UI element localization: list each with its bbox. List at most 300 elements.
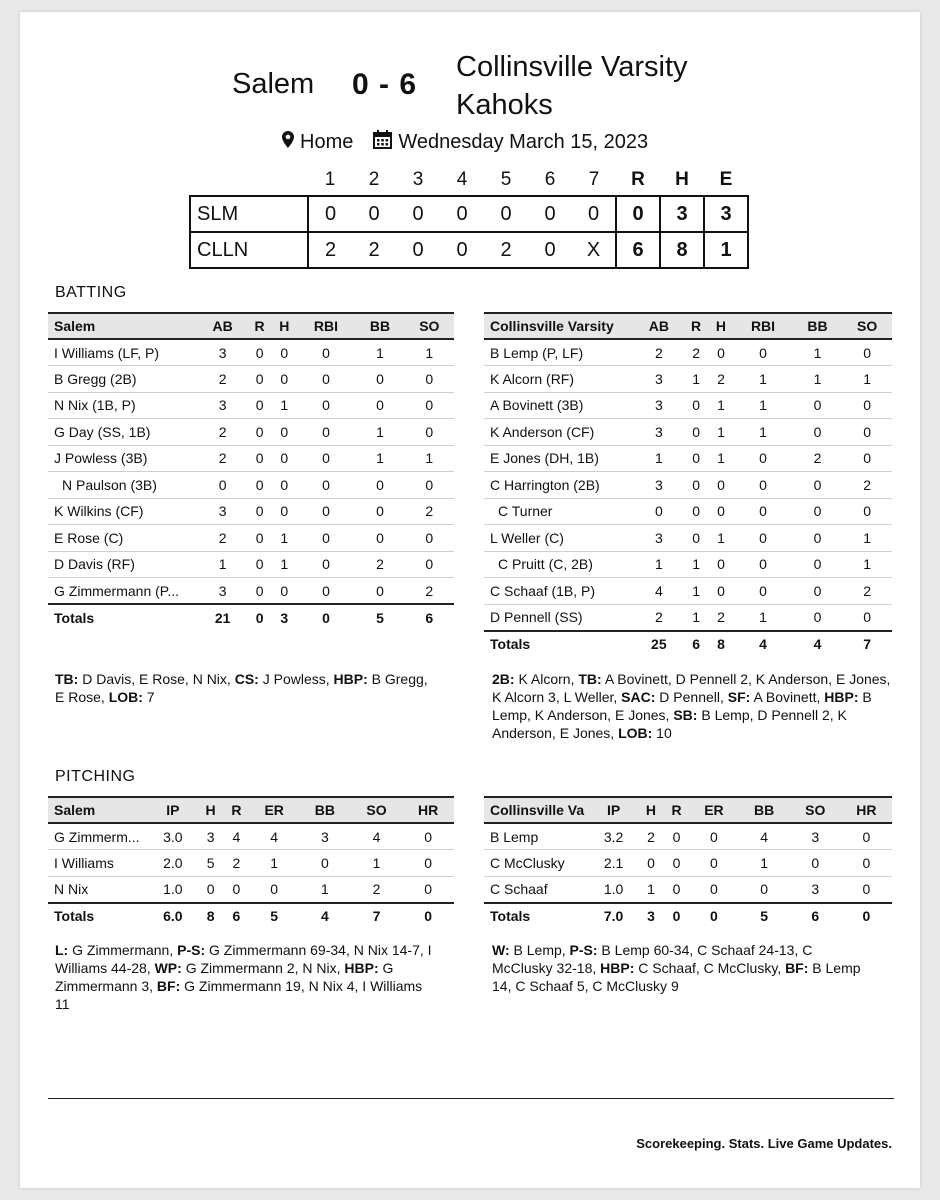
stat-cell: 1	[684, 366, 709, 393]
stat-cell: 0	[355, 525, 404, 552]
note-label: HBP:	[333, 671, 368, 687]
stat-cell: 1	[709, 419, 734, 446]
table-row	[484, 498, 892, 525]
stat-cell: 0	[684, 419, 709, 446]
stat-cell: 0	[297, 339, 356, 366]
stat-cell: 0	[634, 498, 684, 525]
total-cell: 7.0	[603, 908, 624, 925]
stat-cell: 2	[355, 551, 404, 578]
linescore-table: 1 2 3 4 5 6 7 R H E SLM 0 0 0 0 0 0 0 0 3 3 CLLN 2 2 0 0 2 0 X 6 8 1	[189, 164, 749, 269]
stat-cell: 3.0	[148, 823, 198, 850]
player-name: K Anderson (CF)	[484, 419, 634, 446]
stat-cell: 3	[198, 392, 247, 419]
table-row	[484, 339, 892, 366]
player-name: N Paulson (3B)	[48, 472, 198, 499]
stat-cell: 4	[351, 823, 403, 850]
stat-cell: 0	[247, 392, 272, 419]
stat-cell: 0	[793, 604, 843, 631]
map-pin-icon	[282, 131, 294, 154]
stat-cell: 1	[793, 366, 843, 393]
table-row	[484, 604, 892, 631]
note-text: K Alcorn,	[514, 671, 579, 687]
note-text: A Bovinett,	[750, 689, 825, 705]
player-name: C Schaaf (1B, P)	[484, 578, 634, 605]
player-name: A Bovinett (3B)	[484, 392, 634, 419]
stat-cell: 0	[405, 366, 454, 393]
column-header: SO	[366, 802, 387, 818]
note-text: 10	[652, 725, 672, 741]
stat-cell: 1	[709, 525, 734, 552]
stat-cell: 1	[198, 551, 247, 578]
linescore-row-home: CLLN 2 2 0 0 2 0 X 6 8 1	[190, 232, 748, 268]
total-cell: 6	[425, 609, 434, 626]
column-header: SO	[805, 802, 826, 818]
note-text: C Schaaf, C McClusky,	[634, 960, 786, 976]
stat-cell: 0	[684, 498, 709, 525]
player-name: C Pruitt (C, 2B)	[484, 551, 634, 578]
stat-cell: 0	[793, 392, 843, 419]
stat-cell: 1	[684, 551, 709, 578]
stat-cell: 0	[842, 604, 892, 631]
stat-cell: 1.0	[148, 876, 198, 903]
stat-cell: 1	[272, 392, 297, 419]
totals-row	[48, 604, 454, 631]
stat-cell: 2	[198, 366, 247, 393]
total-cell: 0	[255, 609, 264, 626]
table-row	[48, 525, 454, 552]
player-name: J Powless (3B)	[48, 445, 198, 472]
player-name: D Davis (RF)	[48, 551, 198, 578]
stat-cell: 2	[709, 604, 734, 631]
stat-cell: 2	[405, 578, 454, 605]
stat-cell: 1	[355, 339, 404, 366]
note-label: SB:	[673, 707, 698, 723]
stat-cell: 0	[841, 823, 892, 850]
note-label: W:	[492, 942, 510, 958]
totals-label: Totals	[54, 908, 95, 925]
table-row	[48, 551, 454, 578]
table-team-header: Salem	[54, 802, 96, 818]
stat-cell: 1	[842, 551, 892, 578]
stat-cell: 4	[224, 823, 250, 850]
stat-cell: 0	[272, 445, 297, 472]
stat-cell: 3	[198, 498, 247, 525]
column-header: H	[205, 802, 216, 818]
stat-cell: 0	[272, 419, 297, 446]
table-row	[48, 339, 454, 366]
total-cell: 7	[863, 636, 872, 653]
stat-cell: 0	[638, 850, 664, 877]
stat-cell: 1	[739, 850, 790, 877]
stat-cell: 2	[634, 604, 684, 631]
stat-cell: 1	[733, 604, 792, 631]
pitching-notes-away	[55, 941, 440, 1013]
stat-cell: 2	[198, 445, 247, 472]
stat-cell: 0	[272, 472, 297, 499]
stat-cell: 1	[793, 339, 843, 366]
stat-cell: 0	[247, 445, 272, 472]
player-name: C Schaaf	[484, 876, 589, 903]
note-text: G Zimmermann 19, N Nix 4, I Williams 11	[55, 978, 423, 1012]
totals-label: Totals	[490, 636, 531, 653]
table-row	[48, 472, 454, 499]
stat-cell: 3	[634, 392, 684, 419]
stat-cell: 1	[405, 445, 454, 472]
column-header: BB	[753, 802, 775, 818]
stat-cell: 0	[793, 498, 843, 525]
table-row	[48, 366, 454, 393]
stat-cell: 2	[709, 366, 734, 393]
stat-cell: 1	[709, 445, 734, 472]
stat-cell: 0	[709, 551, 734, 578]
column-header: H	[645, 802, 657, 818]
stat-cell: 0	[297, 445, 356, 472]
stat-cell: 0	[402, 876, 454, 903]
total-cell: 5	[270, 908, 279, 925]
column-header: R	[671, 802, 682, 818]
stat-cell: 0	[684, 445, 709, 472]
stat-cell: 0	[793, 578, 843, 605]
table-row	[484, 850, 892, 877]
stat-cell: 0	[247, 366, 272, 393]
stat-cell: 0	[405, 525, 454, 552]
stat-cell: 1.0	[589, 876, 638, 903]
stat-cell: 0	[689, 876, 738, 903]
note-label: LOB:	[108, 689, 143, 705]
stat-cell: 2.1	[589, 850, 638, 877]
stat-cell: 2	[842, 472, 892, 499]
stat-cell: 1	[684, 578, 709, 605]
stat-cell: 0	[405, 472, 454, 499]
column-header: IP	[166, 802, 180, 818]
totals-row	[484, 631, 892, 658]
totals-label: Totals	[54, 609, 95, 626]
stat-cell: 0	[739, 876, 790, 903]
stat-cell: 0	[733, 445, 792, 472]
game-location: Home	[300, 131, 354, 153]
stat-cell: 0	[297, 498, 356, 525]
stat-cell: 0	[842, 419, 892, 446]
stat-cell: 0	[272, 578, 297, 605]
stat-cell: 1	[351, 850, 403, 877]
note-label: SF:	[727, 689, 751, 705]
away-team-name: Salem	[232, 68, 315, 100]
table-row	[484, 472, 892, 499]
total-cell: 7	[372, 908, 381, 925]
total-cell: 5	[376, 609, 384, 626]
totals-label: Totals	[490, 908, 531, 925]
column-header: R	[254, 318, 265, 334]
total-cell: 6	[232, 908, 241, 925]
stat-cell: 0	[355, 392, 404, 419]
note-label: HBP:	[600, 960, 635, 976]
pitching-table-away	[48, 796, 454, 929]
stat-cell: 0	[297, 551, 356, 578]
stat-cell: 3	[790, 823, 841, 850]
stat-cell: 4	[634, 578, 684, 605]
stat-cell: 0	[664, 876, 690, 903]
stat-cell: 0	[842, 339, 892, 366]
player-name: B Lemp	[484, 823, 589, 850]
player-name: G Zimmerm...	[48, 823, 148, 850]
stat-cell: 0	[733, 339, 792, 366]
stat-cell: 1	[405, 339, 454, 366]
stat-cell: 0	[790, 850, 841, 877]
stat-cell: 2	[198, 525, 247, 552]
stat-cell: 0	[297, 392, 356, 419]
stat-cell: 0	[733, 472, 792, 499]
stat-cell: 0	[272, 366, 297, 393]
note-text: D Davis, E Rose, N Nix,	[78, 671, 235, 687]
stat-cell: 0	[709, 472, 734, 499]
pitching-table-home	[484, 796, 892, 929]
stat-cell: 0	[272, 498, 297, 525]
stat-cell: 0	[793, 472, 843, 499]
stat-cell: 0	[247, 551, 272, 578]
note-text: B Lemp, D Pennell 2, K Anderson, E Jones,	[492, 707, 847, 741]
column-header: BB	[369, 318, 391, 334]
table-row	[484, 366, 892, 393]
table-row	[48, 850, 454, 877]
total-cell: 8	[717, 636, 725, 653]
stat-cell: 0	[842, 445, 892, 472]
note-text: G Zimmermann,	[68, 942, 178, 958]
batting-notes-away	[55, 670, 435, 706]
total-cell: 0	[862, 908, 871, 925]
totals-row	[48, 903, 454, 930]
stat-cell: 1	[355, 445, 404, 472]
stat-cell: 2	[224, 850, 250, 877]
stat-cell: 0	[402, 850, 454, 877]
note-text: G Zimmermann 3,	[55, 960, 394, 994]
total-cell: 6	[692, 636, 700, 653]
column-header: ER	[704, 802, 724, 818]
stat-cell: 0	[709, 339, 734, 366]
batting-table-home	[484, 312, 892, 657]
table-row	[48, 498, 454, 525]
stat-cell: 0	[689, 850, 738, 877]
note-label: P-S:	[177, 942, 206, 958]
note-text: J Powless,	[258, 671, 334, 687]
note-label: P-S:	[569, 942, 598, 958]
stat-cell: 3	[634, 419, 684, 446]
note-label: SAC:	[621, 689, 656, 705]
stat-cell: 0	[297, 472, 356, 499]
total-cell: 0	[322, 609, 330, 626]
linescore-row-away: SLM 0 0 0 0 0 0 0 0 3 3	[190, 196, 748, 232]
footer-tagline: Scorekeeping. Stats. Live Game Updates.	[636, 1136, 892, 1151]
stat-cell: 2	[351, 876, 403, 903]
table-row	[484, 419, 892, 446]
stat-cell: 0	[684, 392, 709, 419]
note-text: D Pennell,	[655, 689, 728, 705]
stat-cell: 0	[733, 578, 792, 605]
note-label: CS:	[234, 671, 259, 687]
player-name: G Day (SS, 1B)	[48, 419, 198, 446]
note-label: HBP:	[824, 689, 859, 705]
column-header: HR	[418, 802, 439, 818]
stat-cell: 2	[198, 419, 247, 446]
player-name: N Nix	[48, 876, 148, 903]
stat-cell: 0	[297, 578, 356, 605]
batting-table-away	[48, 312, 454, 631]
player-name: C Harrington (2B)	[484, 472, 634, 499]
stat-cell: 0	[733, 498, 792, 525]
note-label: BF:	[785, 960, 809, 976]
player-name: N Nix (1B, P)	[48, 392, 198, 419]
note-text: B Lemp 14, C Schaaf 5, C McClusky 9	[492, 960, 861, 994]
home-team-name: Collinsville Varsity Kahoks	[456, 51, 688, 121]
player-name: L Weller (C)	[484, 525, 634, 552]
stat-cell: 0	[733, 551, 792, 578]
stat-cell: 0	[247, 498, 272, 525]
stat-cell: 0	[841, 876, 892, 903]
table-row	[484, 578, 892, 605]
table-row	[484, 445, 892, 472]
player-name: C Turner	[484, 498, 634, 525]
box-score-page	[20, 12, 920, 1188]
stat-cell: 0	[842, 392, 892, 419]
player-name: E Rose (C)	[48, 525, 198, 552]
player-name: E Jones (DH, 1B)	[484, 445, 634, 472]
stat-cell: 1	[299, 876, 351, 903]
stat-cell: 1	[638, 876, 664, 903]
note-text: 7	[142, 689, 155, 705]
stat-cell: 0	[664, 823, 690, 850]
stat-cell: 0	[224, 876, 250, 903]
player-name: D Pennell (SS)	[484, 604, 634, 631]
totals-row	[484, 903, 892, 930]
player-name: K Alcorn (RF)	[484, 366, 634, 393]
note-text: G Zimmermann 2, N Nix,	[181, 960, 345, 976]
table-row	[484, 551, 892, 578]
total-cell: 3	[280, 609, 289, 626]
note-label: TB:	[578, 671, 602, 687]
note-text: B Lemp 60-34, C Schaaf 24-13, C McClusky 32-18,	[492, 942, 813, 976]
player-name: B Gregg (2B)	[48, 366, 198, 393]
note-text: G Zimmermann 69-34, N Nix 14-7, I Williams 44-28,	[55, 942, 432, 976]
table-row	[48, 876, 454, 903]
total-cell: 0	[424, 908, 433, 925]
stat-cell: 0	[355, 498, 404, 525]
stat-cell: 0	[299, 850, 351, 877]
stat-cell: 1	[249, 850, 299, 877]
stat-cell: 5	[198, 850, 224, 877]
total-cell: 4	[320, 908, 329, 925]
total-cell: 5	[760, 908, 768, 925]
player-name: G Zimmermann (P...	[48, 578, 198, 605]
column-header: RBI	[750, 318, 776, 334]
column-header: IP	[606, 802, 621, 818]
game-meta	[282, 130, 648, 155]
stat-cell: 1	[842, 525, 892, 552]
stat-cell: 0	[793, 525, 843, 552]
note-label: HBP:	[344, 960, 379, 976]
stat-cell: 2.0	[148, 850, 198, 877]
table-row	[484, 823, 892, 850]
stat-cell: 0	[198, 876, 224, 903]
stat-cell: 2	[684, 339, 709, 366]
column-header: R	[691, 318, 702, 334]
stat-cell: 3.2	[589, 823, 638, 850]
player-name: B Lemp (P, LF)	[484, 339, 634, 366]
note-text: B Lemp,	[509, 942, 570, 958]
table-team-header: Collinsville Varsity	[490, 318, 614, 334]
note-text: B Gregg, E Rose,	[55, 671, 428, 705]
stat-cell: 0	[247, 419, 272, 446]
column-header: BB	[314, 802, 335, 818]
column-header: RBI	[313, 318, 339, 334]
table-row	[48, 392, 454, 419]
stat-cell: 2	[842, 578, 892, 605]
column-header: AB	[648, 318, 669, 334]
table-row	[484, 392, 892, 419]
stat-cell: 3	[634, 366, 684, 393]
total-cell: 8	[206, 908, 215, 925]
column-header: BB	[807, 318, 828, 334]
total-cell: 25	[651, 636, 667, 653]
table-row	[484, 525, 892, 552]
table-row	[48, 823, 454, 850]
stat-cell: 0	[355, 472, 404, 499]
total-cell: 0	[672, 908, 681, 925]
stat-cell: 0	[405, 551, 454, 578]
stat-cell: 1	[733, 419, 792, 446]
stat-cell: 3	[634, 525, 684, 552]
stat-cell: 0	[709, 578, 734, 605]
stat-cell: 4	[739, 823, 790, 850]
table-row	[48, 445, 454, 472]
column-header: AB	[212, 318, 233, 334]
player-name: I Williams (LF, P)	[48, 339, 198, 366]
pitching-notes-home	[492, 941, 872, 995]
total-cell: 3	[647, 908, 655, 925]
stat-cell: 0	[684, 472, 709, 499]
note-label: TB:	[55, 671, 79, 687]
stat-cell: 0	[405, 419, 454, 446]
total-cell: 21	[214, 609, 231, 626]
game-date: Wednesday March 15, 2023	[398, 131, 649, 153]
stat-cell: 0	[709, 498, 734, 525]
note-label: LOB:	[618, 725, 653, 741]
total-cell: 6	[811, 908, 820, 925]
stat-cell: 0	[841, 850, 892, 877]
stat-cell: 3	[198, 339, 247, 366]
column-header: H	[279, 318, 290, 334]
stat-cell: 1	[272, 551, 297, 578]
stat-cell: 0	[249, 876, 299, 903]
stat-cell: 0	[198, 472, 247, 499]
stat-cell: 1	[634, 551, 684, 578]
stat-cell: 3	[299, 823, 351, 850]
batting-notes-home	[492, 670, 897, 742]
stat-cell: 0	[793, 419, 843, 446]
note-label: L:	[55, 942, 69, 958]
stat-cell: 1	[733, 366, 792, 393]
total-cell: 6.0	[163, 908, 183, 925]
total-cell: 4	[813, 636, 822, 653]
stat-cell: 0	[272, 339, 297, 366]
stat-cell: 2	[638, 823, 664, 850]
stat-cell: 2	[634, 339, 684, 366]
stat-cell: 0	[247, 525, 272, 552]
note-label: 2B:	[492, 671, 515, 687]
stat-cell: 0	[402, 823, 454, 850]
table-team-header: Collinsville Va	[490, 802, 585, 818]
player-name: I Williams	[48, 850, 148, 877]
stat-cell: 1	[355, 419, 404, 446]
table-row	[48, 419, 454, 446]
